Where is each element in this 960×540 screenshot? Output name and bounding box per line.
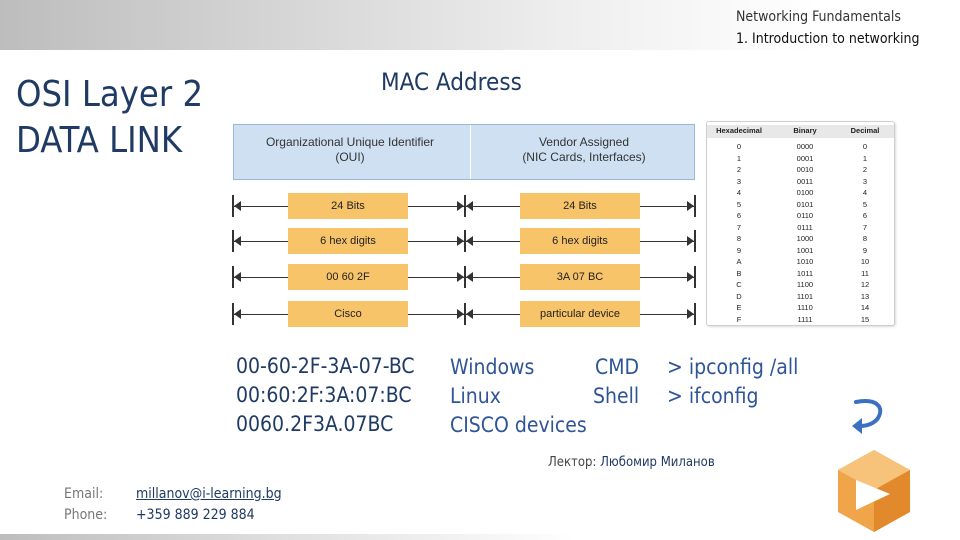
header-divider [470, 125, 471, 179]
hex-cell: 0 [736, 142, 742, 151]
arrow-right-icon [457, 309, 464, 319]
phone-label: Phone: [64, 507, 108, 523]
binary-cell: 0100 [796, 188, 814, 197]
vendor-hex-cell: 6 hex digits [520, 228, 640, 254]
binary-cell: 1110 [797, 303, 813, 312]
vendor-owner-cell: particular device [520, 301, 640, 327]
decimal-cell: 12 [860, 280, 870, 289]
hex-cell: D [736, 291, 742, 301]
arrow-right-icon [687, 236, 694, 246]
decimal-cell: 13 [860, 291, 870, 301]
binary-cell: 0111 [797, 222, 813, 232]
vendor-label-line1: Vendor Assigned [538, 135, 630, 149]
hex-cell: 7 [736, 222, 742, 232]
arrow-right-icon [687, 272, 694, 282]
arrow-right-icon [687, 309, 694, 319]
binary-cell: 0110 [796, 211, 814, 220]
binary-cell: 1100 [796, 280, 814, 289]
hex-table-row [707, 177, 894, 186]
slide-title-line1: OSI Layer 2 [16, 74, 204, 115]
binary-cell: 0001 [796, 153, 814, 163]
hex-cell: 1 [736, 153, 742, 163]
arrow-right-icon [687, 201, 694, 211]
binary-cell: 0011 [796, 176, 814, 186]
vendor-label [474, 135, 694, 165]
hex-table-row [707, 211, 894, 220]
binary-cell: 1111 [797, 314, 813, 324]
arrow-right-icon [457, 236, 464, 246]
oui-value-cell: 00 60 2F [288, 264, 408, 290]
notation-colon: 00:60:2F:3A:07:BC [236, 383, 412, 407]
arrow-left-icon [234, 309, 241, 319]
hex-table-row [707, 234, 894, 243]
lecturer-label: Лектор: [548, 455, 597, 470]
hex-table-header [707, 125, 894, 138]
cisco-label: CISCO devices [450, 413, 587, 437]
hex-table-row [707, 142, 894, 151]
footer-band [0, 534, 960, 540]
phone-number: +359 889 229 884 [136, 507, 255, 523]
decimal-cell: 4 [862, 188, 868, 197]
binary-cell: 1000 [796, 234, 814, 243]
lesson-title: 1. Introduction to networking [736, 31, 920, 47]
oui-label [240, 135, 460, 165]
mac-notations [236, 352, 415, 439]
arrow-left-icon [234, 201, 241, 211]
hex-table-row [707, 303, 894, 312]
email-link[interactable]: millanov@i-learning.bg [136, 486, 282, 502]
row-end-right [694, 303, 696, 325]
vendor-value-cell: 3A 07 BC [520, 264, 640, 290]
decimal-cell: 8 [862, 234, 868, 243]
windows-label: Windows [450, 355, 535, 379]
row-end-right [694, 195, 696, 217]
cmd-label: CMD [595, 355, 640, 379]
hex-cell: 9 [736, 245, 742, 255]
oui-label-line1: Organizational Unique Identifier [265, 135, 435, 149]
arrow-right-icon [457, 201, 464, 211]
row-end-right [694, 266, 696, 288]
email-label: Email: [64, 486, 104, 502]
oui-label-line2: (OUI) [335, 150, 365, 164]
arrow-left-icon [466, 272, 473, 282]
slide-title-line2: DATA LINK [16, 120, 183, 161]
course-title: Networking Fundamentals [736, 9, 901, 25]
vendor-bits-cell: 24 Bits [520, 193, 640, 219]
hex-table-row [707, 188, 894, 197]
hex-cell: 2 [736, 165, 742, 174]
arrow-right-icon [457, 272, 464, 282]
shell-label: Shell [593, 384, 640, 408]
decimal-cell: 6 [862, 211, 868, 220]
decimal-cell: 5 [862, 199, 868, 209]
binary-cell: 0010 [796, 165, 814, 174]
decimal-cell: 10 [860, 257, 870, 266]
notation-dash: 00-60-2F-3A-07-BC [236, 354, 415, 378]
hex-table-row [707, 315, 894, 324]
arrow-left-icon [234, 272, 241, 282]
notation-dot: 0060.2F3A.07BC [236, 412, 394, 436]
course-info [736, 6, 920, 50]
hex-table-row [707, 246, 894, 255]
decimal-cell: 3 [862, 176, 868, 186]
decimal-cell: 2 [862, 165, 868, 174]
windows-command: > ipconfig /all [667, 355, 799, 379]
hex-cell: 3 [736, 176, 742, 186]
arrow-left-icon [234, 236, 241, 246]
mac-header-box [233, 124, 695, 180]
oui-bits-cell: 24 Bits [288, 193, 408, 219]
oui-owner-cell: Cisco [288, 301, 408, 327]
refresh-arrow-icon [848, 396, 888, 438]
binary-cell: 0000 [796, 142, 814, 151]
linux-command: > ifconfig [667, 384, 759, 408]
hex-cell: B [736, 268, 742, 278]
slide-title [16, 72, 203, 164]
decimal-cell: 9 [862, 245, 868, 255]
hex-table-row [707, 257, 894, 266]
hex-table-row [707, 154, 894, 163]
brand-logo-icon [834, 446, 914, 536]
hex-cell: 6 [736, 211, 742, 220]
decimal-cell: 1 [862, 153, 868, 163]
hex-cell: A [736, 257, 742, 266]
lecturer-line [548, 455, 715, 470]
hex-table-row [707, 200, 894, 209]
arrow-left-icon [466, 201, 473, 211]
binary-cell: 1011 [796, 268, 814, 278]
decimal-cell: 11 [861, 268, 869, 278]
hex-table-row [707, 292, 894, 301]
hex-cell: E [736, 303, 742, 312]
hex-cell: 5 [736, 199, 742, 209]
hex-table-row [707, 223, 894, 232]
hex-table-row [707, 269, 894, 278]
hex-cell: C [736, 280, 742, 289]
slide-subtitle: MAC Address [381, 68, 522, 96]
decimal-cell: 15 [860, 314, 870, 324]
arrow-left-icon [466, 309, 473, 319]
linux-label: Linux [450, 384, 501, 408]
decimal-col-header: Decimal [850, 126, 880, 135]
binary-cell: 1101 [796, 291, 814, 301]
binary-col-header: Binary [793, 126, 817, 135]
binary-cell: 0101 [796, 199, 814, 209]
binary-cell: 1001 [796, 245, 814, 255]
decimal-cell: 7 [862, 222, 868, 232]
binary-cell: 1010 [796, 257, 814, 266]
vendor-label-line2: (NIC Cards, Interfaces) [522, 150, 646, 164]
hex-cell: 4 [736, 188, 742, 197]
hex-cell: 8 [736, 234, 742, 243]
lecturer-name: Любомир Миланов [600, 455, 715, 470]
hex-cell: F [736, 314, 742, 324]
hex-table-row [707, 165, 894, 174]
decimal-cell: 14 [860, 303, 870, 312]
hex-col-header: Hexadecimal [716, 126, 762, 135]
decimal-cell: 0 [862, 142, 868, 151]
mac-structure-diagram [228, 120, 708, 332]
arrow-left-icon [466, 236, 473, 246]
hex-conversion-table [706, 121, 895, 326]
oui-hex-cell: 6 hex digits [288, 228, 408, 254]
row-end-right [694, 230, 696, 252]
hex-table-row [707, 280, 894, 289]
